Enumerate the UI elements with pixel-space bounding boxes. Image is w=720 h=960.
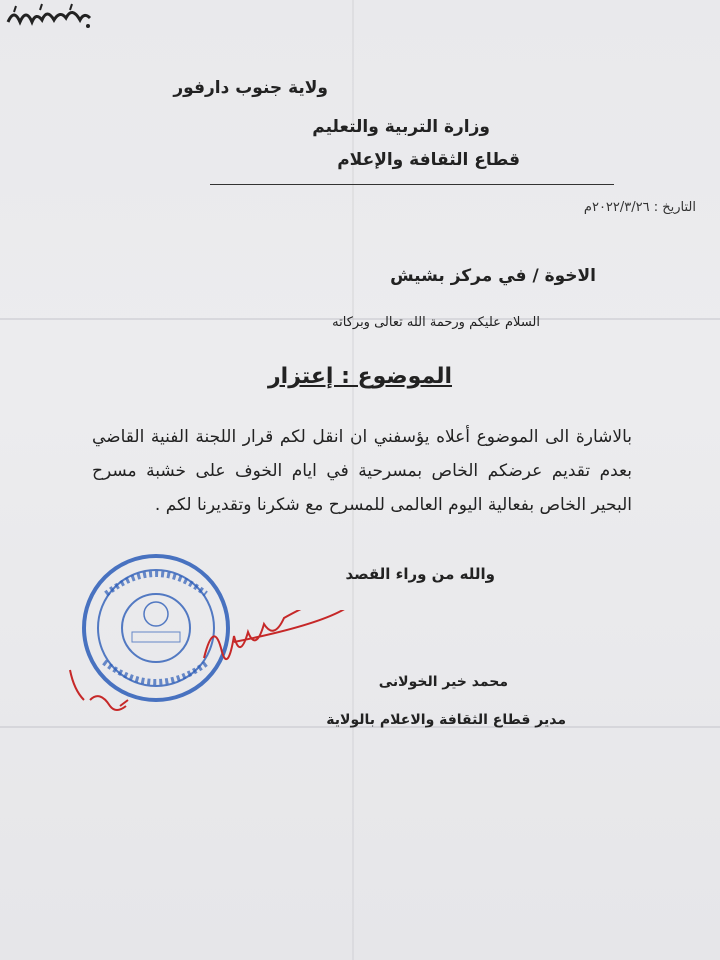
- letter-body: بالاشارة الى الموضوع أعلاه يؤسفني ان انقل لكم قرار اللجنة الفنية القاضي بعدم تقديم عرضكم الخاص بمسرحية في ايام الخوف على خشبة مسرح البحير الخاص بفعالية اليوم العالمى للمسرح مع شكرنا وتقديرنا لكم .: [92, 427, 632, 515]
- state-name: ولاية جنوب دارفور: [173, 78, 328, 98]
- letter-date: التاريخ : ٢٠٢٢/٣/٢٦م: [583, 200, 696, 215]
- sector-name: قطاع الثقافة والإعلام: [337, 150, 520, 170]
- bismillah-calligraphy: [0, 0, 100, 34]
- handwritten-signature: [200, 610, 380, 680]
- subject-line: الموضوع : إعتزار: [268, 364, 452, 389]
- header-divider: [210, 184, 614, 185]
- addressee: الاخوة / في مركز بشيش: [390, 266, 596, 286]
- handwritten-mark: [60, 660, 140, 720]
- closing-phrase: والله من وراء القصد: [345, 565, 495, 583]
- greeting: السلام عليكم ورحمة الله تعالى وبركاته: [332, 315, 540, 330]
- ministry-name: وزارة التربية والتعليم: [312, 117, 490, 137]
- signer-title: مدير قطاع الثقافة والاعلام بالولاية: [326, 712, 566, 728]
- signer-name: محمد خير الخولانى: [378, 674, 508, 690]
